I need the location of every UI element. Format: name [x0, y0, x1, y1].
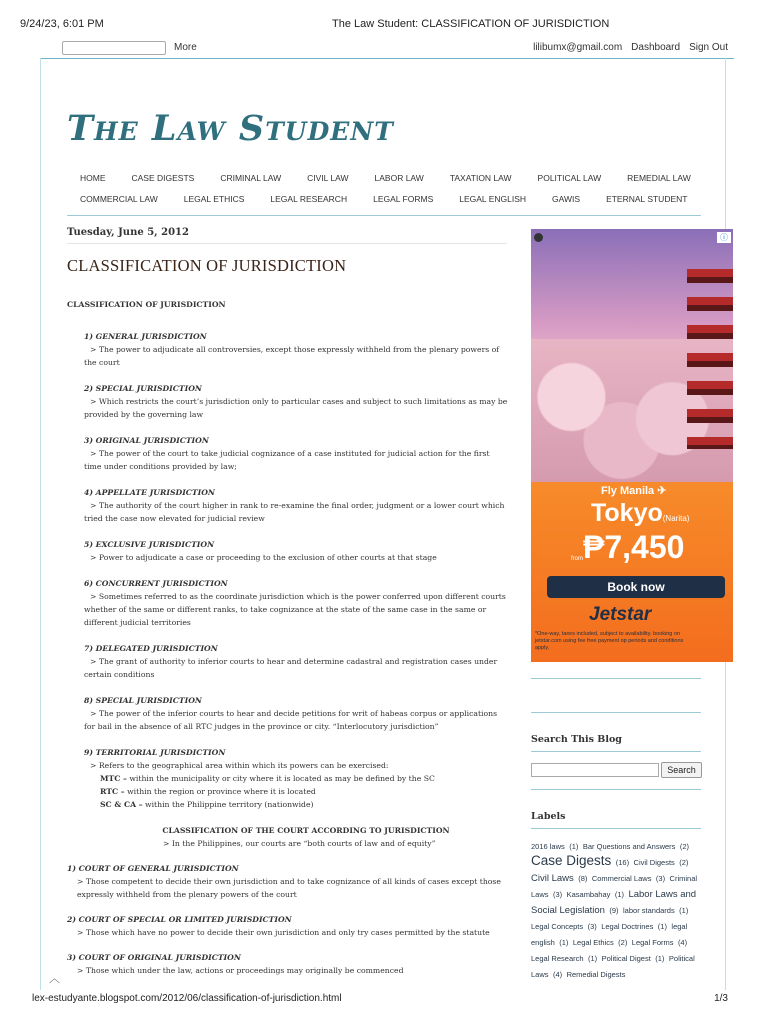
label-link[interactable]: Political Digest	[601, 954, 651, 963]
tab-political-law[interactable]: POLITICAL LAW	[537, 172, 602, 183]
tab-case-digests[interactable]: CASE DIGESTS	[131, 172, 195, 183]
tab-gawis[interactable]: GAWIS	[552, 193, 581, 204]
court-item	[67, 862, 509, 901]
post-date-divider	[67, 243, 507, 244]
item-text: > Power to adjudicate a case or proceeding to the exclusion of other courts at that stage	[90, 553, 437, 562]
item-text: > The grant of authority to inferior courts to hear and determine cadastral and registration cases under certain conditions	[84, 657, 498, 679]
item-title: 2) SPECIAL JURISDICTION	[84, 384, 202, 393]
navbar-account	[533, 42, 728, 53]
item-text: > The authority of the court higher in rank to re-examine the final order, judgment or a lower court which tried the case now elevated for judicial review	[84, 501, 505, 523]
ad-price: ₱7,450	[583, 529, 685, 565]
label-count: (1)	[614, 890, 624, 899]
jurisdiction-item	[84, 382, 509, 421]
print-page-number: 1/3	[714, 993, 728, 1004]
labels-widget-title: Labels	[531, 811, 566, 822]
ad-brand-logo: Jetstar	[589, 604, 652, 625]
navbar-signout-link[interactable]: Sign Out	[689, 42, 728, 53]
tabs-row-1	[67, 167, 701, 188]
label-count: (1)	[569, 842, 579, 851]
label-count: (16)	[615, 858, 630, 867]
item-title: 4) APPELLATE JURISDICTION	[84, 488, 215, 497]
item-title: 6) CONCURRENT JURISDICTION	[84, 579, 228, 588]
page-tabs	[67, 167, 701, 216]
court-text: > Those which have no power to decide their own jurisdiction and only try cases permitted by the statute	[77, 928, 490, 937]
label-link[interactable]: labor standards	[623, 906, 675, 915]
mtc-label: MTC –	[100, 774, 127, 783]
rtc-label: RTC –	[100, 787, 125, 796]
tab-commercial-law[interactable]: COMMERCIAL LAW	[80, 193, 158, 204]
ad-pagoda	[687, 269, 733, 449]
label-count: (3)	[655, 874, 666, 883]
label-count: (2)	[679, 858, 689, 867]
scca-label: SC & CA –	[100, 800, 143, 809]
ad-from: from	[571, 556, 583, 562]
tab-civil-law[interactable]: CIVIL LAW	[307, 172, 349, 183]
label-link[interactable]: Civil Digests	[633, 858, 675, 867]
ad-city-sub: (Narita)	[662, 514, 690, 523]
label-count: (1)	[559, 938, 569, 947]
jurisdiction-item	[84, 694, 509, 733]
label-link[interactable]: Legal Research	[531, 954, 584, 963]
label-link[interactable]: 2016 laws	[531, 842, 565, 851]
label-link[interactable]: Legal Concepts	[531, 922, 584, 931]
jurisdiction-item	[84, 486, 509, 525]
post-date: Tuesday, June 5, 2012	[67, 227, 189, 238]
territorial-rtc	[100, 785, 509, 798]
jurisdiction-item	[84, 330, 509, 369]
label-link[interactable]: Legal Ethics	[572, 938, 614, 947]
territorial-item	[84, 746, 509, 811]
label-link[interactable]: Civil Laws	[531, 873, 574, 884]
jurisdiction-item	[84, 434, 509, 473]
label-count: (1)	[657, 922, 667, 931]
label-count: (2)	[679, 842, 690, 851]
item-text: > Sometimes referred to as the coordinate jurisdiction which is the power conferred upon different courts whether of the same or different ranks, to take cognizance at the state of the same case in the same or different judicial territories	[84, 592, 506, 627]
labels-cloud	[531, 838, 703, 982]
rtc-text: within the region or province where it is located	[124, 787, 316, 796]
tab-legal-research[interactable]: LEGAL RESEARCH	[270, 193, 348, 204]
item-text: > The power to adjudicate all controversies, except those expressly withheld from the plenary powers of the court	[84, 345, 500, 367]
ad-fine-print: *One-way, taxes included, subject to availability. booking on jetstar.com using fee free payment op periods and conditions apply.	[535, 631, 684, 651]
court-classification-intro: > In the Philippines, our courts are “both courts of law and of equity”	[163, 839, 436, 848]
item-text: > The power of the inferior courts to hear and decide petitions for writ of habeas corpus or applications for bail in the absence of all RTC judges in the province or city. “Interlocutory jurisdiction”	[84, 709, 498, 731]
label-count: (1)	[588, 954, 598, 963]
blog-search-button[interactable]: Search	[661, 762, 702, 778]
court-title: 3) COURT OF ORIGINAL JURISDICTION	[67, 953, 241, 962]
label-count: (1)	[655, 954, 665, 963]
ad-city-name: Tokyo	[591, 499, 663, 527]
label-link[interactable]: legal english	[531, 922, 688, 947]
item-title: 7) DELEGATED JURISDICTION	[84, 644, 218, 653]
sidebar-divider	[531, 751, 701, 752]
label-count: (3)	[587, 922, 597, 931]
court-item	[67, 913, 509, 939]
label-link[interactable]: Legal Forms	[631, 938, 674, 947]
ad-fly-text: Fly Manila ✈	[601, 485, 667, 497]
label-link[interactable]: Labor Laws and Social Legislation	[531, 889, 697, 916]
label-link[interactable]: Commercial Laws	[591, 874, 652, 883]
blogger-navbar	[62, 39, 728, 57]
tab-criminal-law[interactable]: CRIMINAL LAW	[220, 172, 282, 183]
tab-legal-forms[interactable]: LEGAL FORMS	[373, 193, 434, 204]
ad-city	[591, 499, 689, 528]
section-heading: CLASSIFICATION OF JURISDICTION	[67, 300, 226, 309]
label-count: (9)	[609, 906, 619, 915]
label-count: (1)	[679, 906, 689, 915]
item-text: > The power of the court to take judicial cognizance of a case instituted for judicial action for the first time under conditions provided by law;	[84, 449, 490, 471]
label-link[interactable]: Kasambahay	[566, 890, 611, 899]
item-title: 9) TERRITORIAL JURISDICTION	[84, 748, 226, 757]
search-widget-title: Search This Blog	[531, 734, 622, 745]
territorial-scca	[100, 798, 509, 811]
territorial-intro: > Refers to the geographical area within which its powers can be exercised:	[90, 761, 389, 770]
navbar-email: lilibumx@gmail.com	[533, 42, 623, 53]
jurisdiction-item	[84, 642, 509, 681]
print-url: lex-estudyante.blogspot.com/2012/06/classification-of-jurisdiction.html	[32, 993, 342, 1004]
courts-list	[67, 862, 509, 977]
blog-search-input[interactable]	[531, 763, 659, 777]
print-header	[20, 18, 728, 32]
navbar-dashboard-link[interactable]: Dashboard	[631, 42, 681, 53]
label-count: (4)	[677, 938, 688, 947]
jurisdiction-item	[84, 538, 509, 564]
sidebar-divider	[531, 678, 701, 679]
territorial-mtc	[100, 772, 509, 785]
item-title: 1) GENERAL JURISDICTION	[84, 332, 207, 341]
label-link[interactable]: Case Digests	[531, 853, 612, 868]
label-link[interactable]: Legal Doctrines	[601, 922, 654, 931]
label-count: (3)	[552, 890, 563, 899]
court-text: > Those competent to decide their own jurisdiction and to take cognizance of all kinds of cases except those expressly withheld from the plenary powers of the court	[77, 877, 501, 899]
print-date: 9/24/23, 6:01 PM	[20, 18, 104, 30]
territorial-lines	[90, 759, 509, 811]
court-classification-heading: CLASSIFICATION OF THE COURT ACCORDING TO JURISDICTION	[162, 826, 450, 835]
ad-choices-icon[interactable]: ⓘ	[717, 232, 731, 243]
tab-eternal-student[interactable]: ETERNAL STUDENT	[606, 193, 688, 204]
ad-info-icon[interactable]	[534, 233, 543, 242]
item-text: > Which restricts the court’s jurisdiction only to particular cases and subject to such limitations as may be provided by the governing law	[84, 397, 508, 419]
print-title: The Law Student: CLASSIFICATION OF JURISDICTION	[332, 18, 610, 30]
label-count: (4)	[552, 970, 563, 979]
advertisement[interactable]	[531, 229, 733, 662]
tab-remedial-law[interactable]: REMEDIAL LAW	[627, 172, 691, 183]
ad-book-button[interactable]: Book now	[547, 576, 725, 598]
court-title: 1) COURT OF GENERAL JURISDICTION	[67, 864, 239, 873]
tab-home[interactable]: HOME	[80, 172, 106, 183]
label-link[interactable]: Bar Questions and Answers	[582, 842, 676, 851]
court-title: 2) COURT OF SPECIAL OR LIMITED JURISDICTION	[67, 915, 292, 924]
navbar-search-input[interactable]	[62, 41, 166, 55]
site-title[interactable]: The Law Student	[67, 108, 394, 149]
tabs-row-2	[67, 188, 701, 209]
post-body	[67, 298, 509, 977]
sidebar-divider	[531, 828, 701, 829]
court-item	[67, 951, 509, 977]
post-title[interactable]: CLASSIFICATION OF JURISDICTION	[67, 256, 347, 275]
jurisdiction-list	[67, 330, 509, 733]
item-title: 3) ORIGINAL JURISDICTION	[84, 436, 209, 445]
sidebar-divider	[531, 712, 701, 713]
frame-left-border	[40, 58, 41, 990]
label-count: (8)	[578, 874, 588, 883]
label-link[interactable]: Remedial Digests	[566, 970, 626, 979]
item-title: 5) EXCLUSIVE JURISDICTION	[84, 540, 215, 549]
tab-legal-ethics[interactable]: LEGAL ETHICS	[183, 193, 245, 204]
court-text: > Those which under the law, actions or proceedings may originally be commenced	[77, 966, 404, 975]
label-count: (2)	[618, 938, 628, 947]
tab-labor-law[interactable]: LABOR LAW	[374, 172, 424, 183]
label-link[interactable]: Criminal Laws	[531, 874, 698, 899]
tab-legal-english[interactable]: LEGAL ENGLISH	[459, 193, 527, 204]
navbar-more-link[interactable]: More	[174, 42, 197, 53]
sidebar-divider	[531, 789, 701, 790]
label-link[interactable]: Political Laws	[531, 954, 695, 979]
item-title: 8) SPECIAL JURISDICTION	[84, 696, 202, 705]
mtc-text: within the municipality or city where it is located as may be defined by the SC	[126, 774, 435, 783]
jurisdiction-item	[84, 577, 509, 629]
tab-taxation-law[interactable]: TAXATION LAW	[449, 172, 512, 183]
scroll-up-icon[interactable]: ︿	[49, 973, 60, 985]
scca-text: within the Philippine territory (nationwide)	[142, 800, 314, 809]
